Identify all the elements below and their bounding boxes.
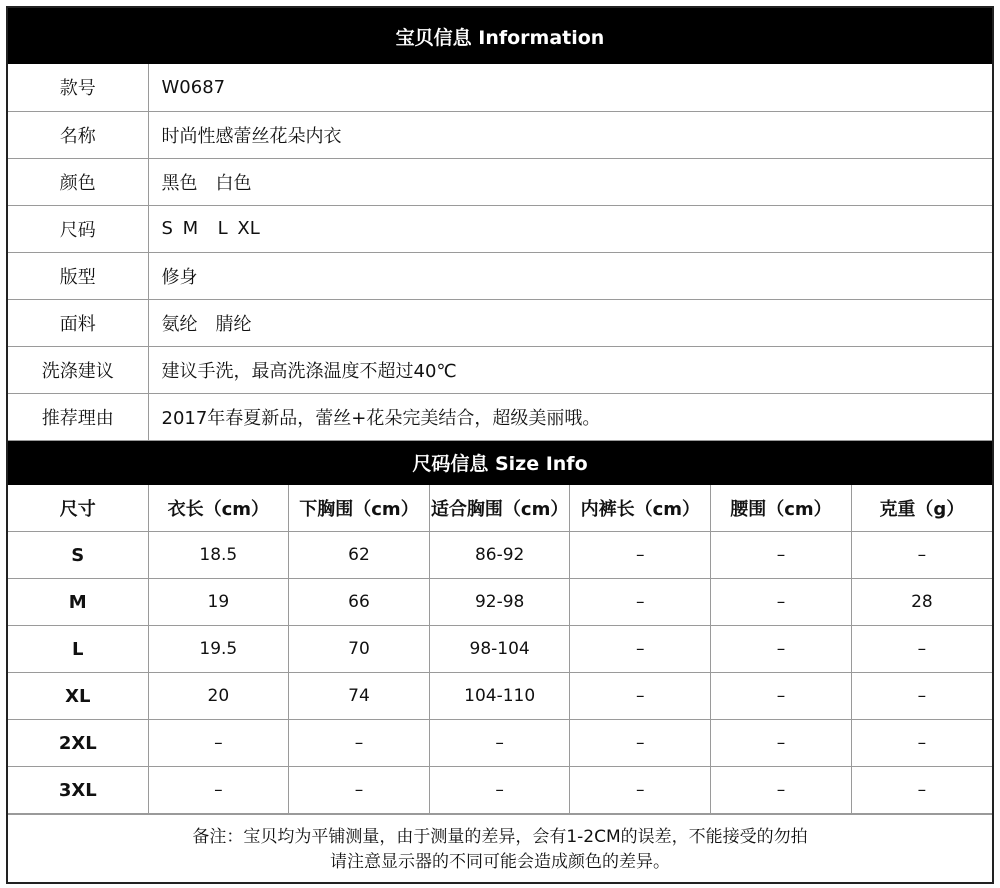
table-cell: – bbox=[570, 720, 711, 767]
table-cell: – bbox=[148, 767, 289, 814]
table-cell: 70 bbox=[289, 626, 430, 673]
table-cell: 104-110 bbox=[429, 673, 570, 720]
column-header: 适合胸围（cm） bbox=[429, 485, 570, 532]
info-value: 黑色 白色 bbox=[148, 158, 992, 205]
size-label: 3XL bbox=[8, 767, 148, 814]
table-cell: – bbox=[711, 767, 852, 814]
info-label: 洗涤建议 bbox=[8, 346, 148, 393]
info-label: 名称 bbox=[8, 111, 148, 158]
remarks-line-2: 请注意显示器的不同可能会造成颜色的差异。 bbox=[330, 852, 670, 872]
size-table bbox=[8, 485, 992, 815]
table-cell: – bbox=[570, 579, 711, 626]
info-value: W0687 bbox=[148, 64, 992, 111]
info-value: 氨纶 腈纶 bbox=[148, 299, 992, 346]
table-cell: – bbox=[570, 673, 711, 720]
remarks-note bbox=[8, 814, 992, 885]
table-cell: – bbox=[851, 767, 992, 814]
info-label: 款号 bbox=[8, 64, 148, 111]
information-title: 宝贝信息 Information bbox=[395, 26, 605, 49]
table-row bbox=[8, 720, 992, 767]
table-cell: – bbox=[851, 720, 992, 767]
table-cell: 92-98 bbox=[429, 579, 570, 626]
column-header: 腰围（cm） bbox=[711, 485, 852, 532]
table-cell: 86-92 bbox=[429, 532, 570, 579]
size-info-header bbox=[8, 441, 992, 485]
table-row bbox=[8, 532, 992, 579]
column-header: 衣长（cm） bbox=[148, 485, 289, 532]
info-row-fit bbox=[8, 252, 992, 299]
table-cell: 98-104 bbox=[429, 626, 570, 673]
info-value: 建议手洗，最高洗涤温度不超过40℃ bbox=[148, 346, 992, 393]
table-cell: – bbox=[711, 579, 852, 626]
table-row bbox=[8, 626, 992, 673]
table-cell: 62 bbox=[289, 532, 430, 579]
info-label: 推荐理由 bbox=[8, 393, 148, 440]
info-label: 版型 bbox=[8, 252, 148, 299]
table-cell: – bbox=[429, 767, 570, 814]
info-row-washing bbox=[8, 346, 992, 393]
table-cell: – bbox=[851, 673, 992, 720]
column-header: 尺寸 bbox=[8, 485, 148, 532]
size-table-header-row bbox=[8, 485, 992, 532]
table-cell: 18.5 bbox=[148, 532, 289, 579]
table-cell: 66 bbox=[289, 579, 430, 626]
table-row bbox=[8, 673, 992, 720]
table-cell: – bbox=[711, 673, 852, 720]
size-label: XL bbox=[8, 673, 148, 720]
table-row bbox=[8, 767, 992, 814]
size-label: S bbox=[8, 532, 148, 579]
table-row bbox=[8, 579, 992, 626]
table-cell: – bbox=[570, 626, 711, 673]
table-cell: 19.5 bbox=[148, 626, 289, 673]
remarks-line-1: 备注：宝贝均为平铺测量，由于测量的差异，会有1-2CM的误差，不能接受的勿拍 bbox=[192, 827, 808, 847]
column-header: 内裤长（cm） bbox=[570, 485, 711, 532]
info-label: 尺码 bbox=[8, 205, 148, 252]
column-header: 克重（g） bbox=[851, 485, 992, 532]
size-info-title: 尺码信息 Size Info bbox=[412, 453, 588, 475]
info-label: 颜色 bbox=[8, 158, 148, 205]
table-cell: – bbox=[570, 532, 711, 579]
information-table bbox=[8, 64, 992, 441]
info-value: S M L XL bbox=[148, 205, 992, 252]
table-cell: 28 bbox=[851, 579, 992, 626]
info-row-color bbox=[8, 158, 992, 205]
table-cell: – bbox=[429, 720, 570, 767]
info-row-size bbox=[8, 205, 992, 252]
info-row-recommendation bbox=[8, 393, 992, 440]
info-value: 修身 bbox=[148, 252, 992, 299]
table-cell: – bbox=[851, 532, 992, 579]
info-label: 面料 bbox=[8, 299, 148, 346]
info-row-fabric bbox=[8, 299, 992, 346]
table-cell: – bbox=[570, 767, 711, 814]
table-cell: – bbox=[711, 626, 852, 673]
table-cell: – bbox=[289, 720, 430, 767]
info-value: 时尚性感蕾丝花朵内衣 bbox=[148, 111, 992, 158]
table-cell: 20 bbox=[148, 673, 289, 720]
table-cell: – bbox=[148, 720, 289, 767]
info-row-style-number bbox=[8, 64, 992, 111]
table-cell: – bbox=[711, 532, 852, 579]
size-label: M bbox=[8, 579, 148, 626]
size-label: 2XL bbox=[8, 720, 148, 767]
column-header: 下胸围（cm） bbox=[289, 485, 430, 532]
table-cell: 19 bbox=[148, 579, 289, 626]
information-header bbox=[8, 8, 992, 64]
size-label: L bbox=[8, 626, 148, 673]
info-row-name bbox=[8, 111, 992, 158]
product-info-sheet bbox=[6, 6, 994, 884]
table-cell: – bbox=[851, 626, 992, 673]
table-cell: – bbox=[289, 767, 430, 814]
info-value: 2017年春夏新品，蕾丝+花朵完美结合，超级美丽哦。 bbox=[148, 393, 992, 440]
table-cell: 74 bbox=[289, 673, 430, 720]
table-cell: – bbox=[711, 720, 852, 767]
